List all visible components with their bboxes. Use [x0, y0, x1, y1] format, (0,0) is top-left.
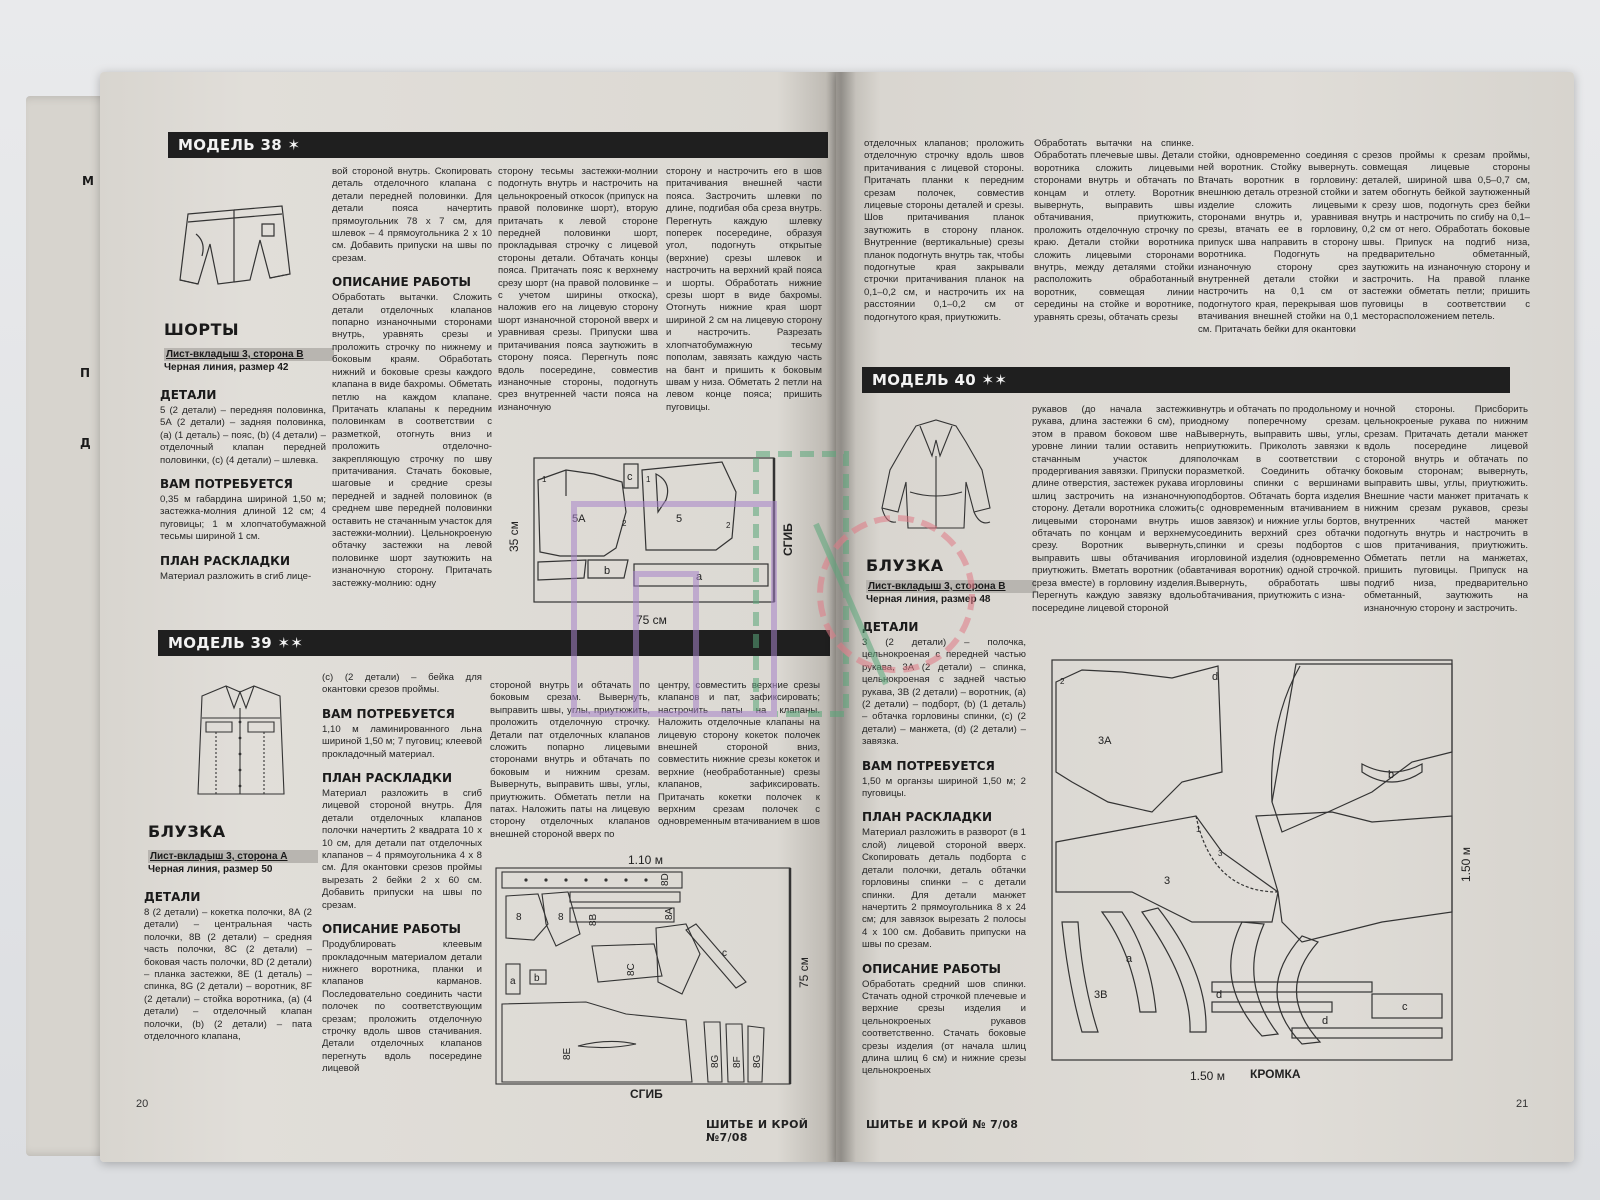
layout-40-label: 3A — [1098, 735, 1112, 747]
model-40-insert-sheet: Лист-вкладыш 3, сторона В — [866, 580, 1036, 593]
top-col4-text: срезов проймы к срезам проймы, совмещая лицевые стороны деталей, шириной шва 0,5–0,7 см, затем обогнуть бейкой заутюженный к срезу шов, подогнуть срез бейки внутрь и настрочить по сгибу на 0,1–0,2 см от него. Обработать боковые швы. Припуск на подгиб низа, предварительно обметанный, заутюжить на изнаночную сторону и застрочить. На правой планке застежки обметать петли; пришить пуговицы в соответствии с месторасположением петель. — [1362, 150, 1530, 323]
layout-40-label: d — [1322, 1015, 1329, 1027]
model-39-work-text: Продублировать клеевым прокладочным материалом детали нижнего воротника, планки и клапанов карманов. Последовательно соединить части полочек по соответствующим срезам; проложить отделочную строчку вдоль швов стачивания. Детали отделочных клапанов перегнуть вдоль посередине лицевой — [322, 939, 482, 1075]
layout-40-selvage-label: КРОМКА — [1250, 1067, 1301, 1081]
layout-40-label: d — [1212, 671, 1219, 683]
model-40-meta — [866, 580, 1036, 606]
model-39-header: МОДЕЛЬ 39 ✶✶ — [158, 630, 830, 656]
right-footer-magazine: ШИТЬЕ И КРОЙ № 7/08 — [866, 1118, 1019, 1131]
layout-39-label: c — [722, 948, 727, 959]
layout-40-label: 3 — [1164, 875, 1171, 887]
model-38-line-size: Черная линия, размер 42 — [164, 362, 289, 373]
model-40-col2 — [1032, 404, 1196, 632]
model-38-work-heading: ОПИСАНИЕ РАБОТЫ — [332, 275, 471, 290]
model-38-col2 — [332, 166, 492, 676]
layout-40-label: b — [1388, 769, 1395, 781]
top-col4 — [1362, 150, 1530, 356]
layout-40-mark: 1 — [1196, 825, 1201, 834]
model-39-garment-title: БЛУЗКА — [148, 822, 226, 841]
blouse-40-illustration — [870, 412, 1002, 542]
layout-38-label-a: a — [696, 571, 703, 583]
layout-38-label-c: c — [627, 471, 633, 483]
model-38-insert-sheet: Лист-вкладыш 3, сторона В — [164, 348, 334, 361]
layout-39-label: 8C — [626, 963, 637, 976]
top-col2-text: Обработать вытачки на спинке. Обработать плечевые швы. Детали воротника сложить лицевыми сторонами внутрь и обтачать по концам и отлету. Воротник вывернуть, выправить швы обтачивания, приутюжить, проложить отделочную строчку по краю. Детали стойки воротника сложить лицевыми сторонами внутрь, между деталями стойки расположить обработанный воротник, совмещая линии середины на стойке и воротнике, уравнять срезы, обтачать срезы — [1034, 138, 1194, 323]
layout-39-label: 8G — [710, 1054, 721, 1068]
layout-39-label: 8D — [660, 873, 671, 886]
model-38-col1 — [160, 378, 326, 668]
top-col3 — [1198, 150, 1358, 356]
layout-40-label: d — [1216, 989, 1223, 1001]
model-39-need-text: 1,10 м ламинированного льна шириной 1,50 м; 7 пуговиц; клеевой прокладочный материал. — [322, 723, 482, 760]
model-39-details-heading: ДЕТАЛИ — [144, 890, 201, 904]
model-39-col4 — [658, 680, 820, 850]
blouse-40-sketch — [870, 412, 1002, 542]
model-40-garment-title: БЛУЗКА — [866, 556, 944, 575]
model-40-work-heading: ОПИСАНИЕ РАБОТЫ — [862, 961, 1001, 976]
layout-39-label: a — [510, 976, 516, 987]
shorts-sketch — [170, 184, 298, 296]
model-40-col4 — [1364, 404, 1528, 632]
model-39-col3 — [490, 680, 650, 850]
left-footer-magazine: ШИТЬЕ И КРОЙ №7/08 — [706, 1118, 809, 1144]
layout-39-svg — [486, 854, 826, 1102]
blouse-39-illustration — [176, 678, 306, 800]
model-38-need-heading: ВАМ ПОТРЕБУЕТСЯ — [160, 477, 293, 492]
model-40-line-size: Черная линия, размер 48 — [866, 594, 991, 605]
layout-39-label: 8F — [732, 1056, 743, 1068]
blouse-39-sketch — [176, 678, 306, 800]
model-40-col1 — [862, 610, 1026, 1090]
model-39-work-heading: ОПИСАНИЕ РАБОТЫ — [322, 922, 461, 937]
model-40-details-text: 3 (2 детали) – полочка, цельнокроеная с передней частью рукава, 3А (2 детали) – спинка, цельнокроеная с задней частью рукава, 3В (2 детали) – воротник, (а) (2 детали) – подборт, (b) (1 деталь) – обтачка горловины спинки, (c) (2 детали) – манжета, (d) (2 детали) – завязка. — [862, 637, 1026, 748]
layout-38-mark: 2 — [726, 521, 731, 530]
layout-40-label: 3B — [1094, 989, 1108, 1001]
top-col1 — [864, 138, 1024, 354]
left-page-number: 20 — [136, 1098, 149, 1110]
model-40-col3-text: внутрь и обтачать по продольному и одному поперечному срезам. Вывернуть, выправить швы, углы, приутюжить. Приколоть завязки к полочкам в соответствии с разметкой. Соединить обтачку горловины спинки с вершинами подбортов. Обтачать борта изделия (с одновременным втачиванием в шов завязок) и нижние углы бортов, соединить верхний срез обтачки спинки и срезы подбортов с горловиной изделия (одновременно втачивая воротник) одной строчкой. Вывернуть, обработать швы обтачивания, приутюжить с изна- — [1196, 404, 1360, 602]
model-39-insert-sheet: Лист-вкладыш 3, сторона А — [148, 850, 318, 863]
under-page-letter: Д — [80, 436, 91, 450]
model-40-need-heading: ВАМ ПОТРЕБУЕТСЯ — [862, 758, 995, 773]
layout-39-label: 8 — [558, 912, 564, 923]
model-38-header: МОДЕЛЬ 38 ✶ — [168, 132, 828, 158]
model-39-col2-top: (c) (2 детали) – бейка для окантовки срезов проймы. — [322, 672, 482, 696]
layout-40-width-label: 1.50 м — [1190, 1069, 1225, 1083]
model-38-plan-text: Материал разложить в сгиб лице- — [160, 570, 312, 582]
layout-38-fold-label: СГИБ — [781, 523, 795, 556]
model-40-plan-text: Материал разложить в разворот (в 1 слой) лицевой стороной вверх. Скопировать деталь подборта с детали полочки, деталь обтачки горловины спинки – с детали спинки. Для детали манжет начертить 2 прямоугольника 8 х 24 см; для завязок вырезать 2 полосы 4 х 100 см. Добавить припуски на швы по срезам. — [862, 827, 1026, 951]
model-40-col4-text: ночной стороны. Присборить цельнокроеные рукава по нижним срезам. Притачать детали манжет вдоль посередине лицевой стороной внутрь и обтачать по боковым сторонам; вывернуть, выправить швы, углы, приутюжить. Внешние части манжет притачать к нижним срезам рукавов, срезы внутренних частей манжет подогнуть внутрь и настрочить в шов притачивания, приутюжить. Обметать петли на манжетах, пришить пуговицы. Припуск на подгиб низа, предварительно обметанный, заутюжить на изнаночную сторону и застрочить. — [1364, 404, 1528, 614]
layout-38-height-label: 35 см — [507, 521, 521, 552]
layout-39-label: 8A — [664, 907, 675, 920]
model-38-details-text: 5 (2 детали) – передняя половинка, 5А (2 детали) – задняя половинка, (а) (1 деталь) – пояс, (b) (4 детали) – отделочный клапан передней половинки, (c) (4 детали) – шлевка. — [160, 405, 326, 466]
model-40-details-heading: ДЕТАЛИ — [862, 620, 919, 634]
layout-40-height-label: 1.50 м — [1459, 847, 1473, 882]
layout-38-label-b: b — [604, 565, 611, 577]
model-39-col1 — [144, 880, 312, 1080]
layout-40-label: c — [1402, 1001, 1408, 1013]
layout-39-label: 8E — [562, 1047, 573, 1060]
magazine-spread — [26, 72, 1574, 1162]
layout-38-label-5a: 5А — [572, 513, 586, 525]
layout-39-label: b — [534, 973, 540, 984]
layout-38-mark: 2 — [622, 519, 627, 528]
shorts-illustration — [170, 184, 298, 296]
layout-40-mark: 3 — [1218, 849, 1223, 858]
layout-39-label: 8G — [752, 1054, 763, 1068]
model-39-meta — [148, 850, 318, 876]
model-39-details-text: 8 (2 детали) – кокетка полочки, 8А (2 детали) – центральная часть полочки, 8В (2 детали) – средняя часть полочки, 8С (2 детали) – боковая часть полочки, 8D (2 детали) – планка застежки, 8Е (1 деталь) – спинка, 8G (2 детали) – воротник, 8F (2 детали) – стойка воротника, (а) (4 детали) – отделочный клапан полочки, (b) (2 детали) – пата отделочного клапана, — [144, 907, 312, 1043]
model-40-col2-text: рукавов (до начала застежки рукава, длина застежки 6 см), при этом в правом боковом шве на уровне линии талии оставить не стачанным участок для продергивания завязки. Припуски по длине отверстия, застежек рукава и шлиц застрочить на изнаночную сторону. Детали воротника сложить лицевыми сторонами внутрь и обтачать по концам и верхнему срезу. Воротник вывернуть, выправить швы обтачивания и приутюжить. Вметать воротник (оба среза вместе) в горловину изделия. Перегнуть каждую завязку вдоль посередине лицевой стороной — [1032, 404, 1196, 614]
layout-38-mark: 1 — [542, 475, 547, 484]
layout-39-label: 8B — [588, 913, 599, 926]
model-40-work-text: Обработать средний шов спинки. Стачать одной строчкой плечевые и верхние срезы изделия и цельнокроеных рукавов соответственно. Стачать боковые срезы изделия (от начала шлиц длина шлиц 6 см) и нижние срезы цельнокроеных — [862, 978, 1026, 1077]
model-39-col3-text: стороной внутрь и обтачать по боковым срезам. Вывернуть, выправить швы, углы, приутюжить, проложить отделочную строчку. Детали пат отделочных клапанов сложить попарно лицевыми сторонами внутрь и обтачать по боковым и нижним срезам. Вывернуть, выправить швы, углы, приутюжить. Обметать петли на патах. Наложить паты на лицевую сторону отделочных клапанов внешней стороной вверх по — [490, 680, 650, 840]
model-39-col4-text: центру, совместить верхние срезы клапанов и пат, зафиксировать; настрочить паты на клапаны. Наложить отделочные клапаны на лицевую сторону кокеток полочек внешней стороной вниз, совместить нижние срезы кокеток и верхние (необработанные) срезы клапанов, зафиксировать. Притачать кокетки полочек к верхним срезам полочек с одновременным втачиванием в шов — [658, 680, 820, 828]
model-40-cutting-layout — [1042, 652, 1488, 1092]
layout-38-svg — [496, 452, 826, 632]
model-38-meta — [164, 348, 334, 374]
left-page — [100, 72, 836, 1162]
top-col3-text: стойки, одновременно соединяя с ней воротник. Стойку вывернуть. Втачать воротник в горловину: внешнюю деталь отрезной стойки и изделие сложить лицевыми сторонами внутрь и, уравнивая срезы, втачать ее в горловину, припуск шва направить в сторону воротника. Подогнуть на изнаночную сторону срез внутренней детали стойки и настрочить на 0,1 см от подогнутого края, перекрывая шов втачивания внешней стойки на 0,1 см. Притачать бейки для окантовки — [1198, 150, 1358, 335]
model-39-plan-text: Материал разложить в сгиб лицевой стороной внутрь. Для детали отделочных клапанов полочки начертить 2 квадрата 10 х 10 см, для детали пат отделочных клапанов – 4 прямоугольника 4 х 8 см. Для окантовки срезов проймы вырезать 2 бейки 2 х 60 см. Добавить припуски на швы по срезам. — [322, 788, 482, 911]
model-39-need-heading: ВАМ ПОТРЕБУЕТСЯ — [322, 706, 455, 721]
model-38-work-text: Обработать вытачки. Сложить детали отделочных клапанов попарно изнаночными сторонами внутрь, уравнять срезы и проложить строчку по нижнему и боковым краям. Обработать нижний и боковые срезы каждого клапана в виде бахромы. Обметать петлю на каждом клапане. Притачать клапаны к передним половинкам в соответствии с разметкой, отогнуть вниз и проложить отделочно-закрепляющую строчку по шву притачивания. Стачать боковые, шаговые и средние срезы передней и задней половинок (в среднем шве передней половинки оставить не стачанным участок для застежки-молнии). Цельнокроеную обтачку застежки на левой половинке шорт заутюжить на изнаночную сторону. Притачать застежку-молнию: одну — [332, 292, 492, 589]
right-page — [836, 72, 1574, 1162]
layout-38-mark: 1 — [646, 475, 651, 484]
model-38-col2-top: вой стороной внутрь. Скопировать деталь отделочного клапана с детали передней половинки. Для детали пояса начертить прямоугольник 78 х 7 см, для шлевок – 4 прямоугольника 2 х 10 см. Добавить припуски на швы по срезам. — [332, 166, 492, 264]
model-40-header: МОДЕЛЬ 40 ✶✶ — [862, 367, 1510, 393]
layout-40-mark: 2 — [1060, 677, 1065, 686]
model-38-col3-text: сторону тесьмы застежки-молнии подогнуть внутрь и настрочить на цельнокроеный откосок (припуск на правой половинке шорт), вторую притачать к левой стороне передней половинки шорт, прокладывая строчку с лицевой стороны детали. Обтачать концы пояса. Притачать пояс к верхнему срезу шорт (на правой половинке – с учетом ширины откоска), наложив его на лицевую сторону шорт изнаночной стороной вверх и уравнивая срезы. Припуски шва притачивания пояса заутюжить в сторону пояса. Перегнуть пояс вдоль посередине, совместив изнаночные стороны, подогнуть срез внутренней части пояса на изнаночную — [498, 166, 658, 413]
model-38-details-heading: ДЕТАЛИ — [160, 388, 217, 402]
model-38-garment-title: ШОРТЫ — [164, 320, 240, 339]
model-38-need-text: 0,35 м габардина шириной 1,50 м; застежка-молния длиной 12 см; 4 пуговицы; 1 м хлопчатобумажной тесьмы шириной 1 см. — [160, 494, 326, 543]
top-col1-text: отделочных клапанов; проложить отделочную строчку вдоль швов притачивания с лицевой стороны. Притачать планки к передним срезам полочек, совместив лицевые стороны деталей и срезы. Шов притачивания планок заутюжить в сторону планок. Внутренние (вертикальные) срезы планок подогнуть внутрь так, чтобы подогнутые края закрывали строчки притачивания планок на 0,1–0,2 см, и настрочить их на расстоянии 0,1–0,2 см от подогнутого края, приутюжить. — [864, 138, 1024, 323]
layout-38-label-5: 5 — [676, 513, 683, 525]
layout-39-width-label: 1.10 м — [628, 854, 663, 867]
model-39-line-size: Черная линия, размер 50 — [148, 864, 273, 875]
model-38-plan-heading: ПЛАН РАСКЛАДКИ — [160, 553, 291, 568]
under-page-letter: М — [82, 174, 94, 188]
model-39-col2 — [322, 672, 482, 1082]
model-40-plan-heading: ПЛАН РАСКЛАДКИ — [862, 810, 993, 825]
model-38-cutting-layout — [496, 452, 826, 632]
right-page-number: 21 — [1516, 1098, 1529, 1110]
layout-40-svg — [1042, 652, 1488, 1092]
model-40-need-text: 1,50 м органзы шириной 1,50 м; 2 пуговицы. — [862, 775, 1026, 800]
layout-39-height-label: 75 см — [797, 957, 811, 988]
layout-39-fold-label: СГИБ — [630, 1087, 663, 1101]
model-39-cutting-layout — [486, 854, 826, 1102]
top-col2 — [1034, 138, 1194, 354]
layout-38-width-label: 75 см — [636, 613, 667, 627]
under-page-letter: П — [80, 366, 91, 380]
layout-39-label: 8 — [516, 912, 522, 923]
model-39-plan-heading: ПЛАН РАСКЛАДКИ — [322, 771, 453, 786]
layout-40-label: a — [1126, 953, 1133, 965]
model-38-col4-text: сторону и настрочить его в шов притачивания внешней части пояса. Застрочить шлевки по длине, подгибая оба среза внутрь. Перегнуть каждую шлевку поперек посередине, образуя угол, подогнуть открытые (верхние) срезы шлевок и настрочить на верхний край пояса и шорты. Обработать нижние срезы шорт в виде бахромы. Отогнуть нижние края шорт шириной 2 см на лицевую сторону и настрочить. Разрезать хлопчатобумажную тесьму пополам, завязать каждую часть на бант и пришить к боковым швам у низа. Обметать 2 петли на левом конце пояса; пришить пуговицы. — [666, 166, 822, 413]
model-40-col3 — [1196, 404, 1360, 632]
